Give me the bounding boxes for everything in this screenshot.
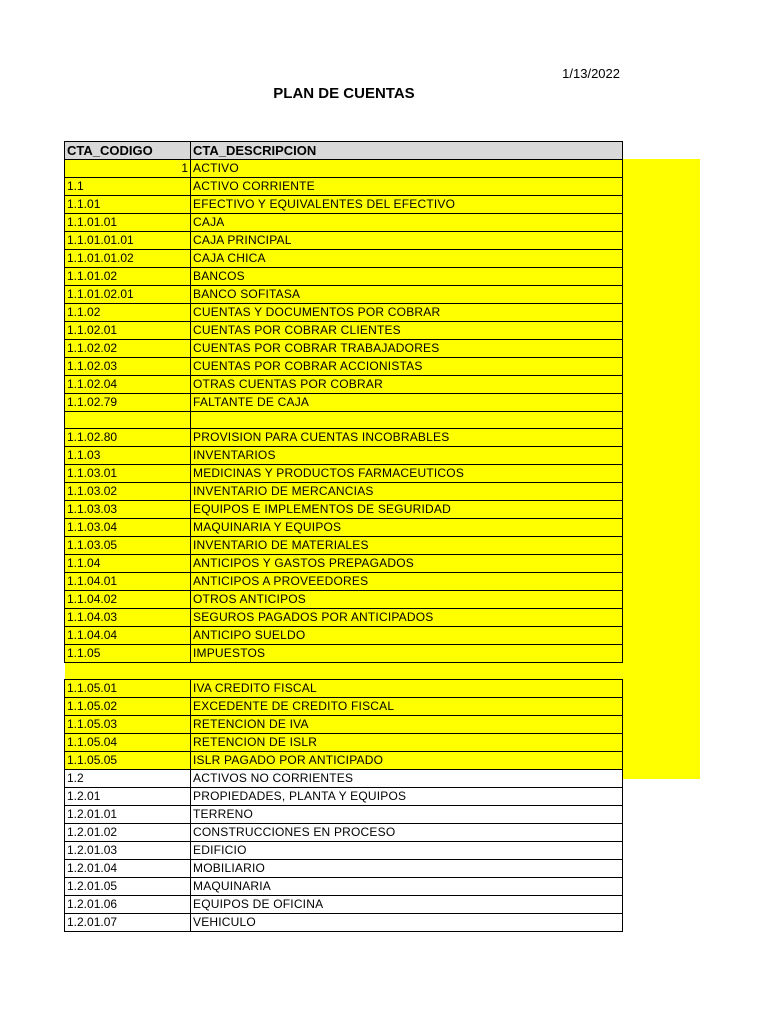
account-description-cell: IMPUESTOS (191, 645, 623, 663)
account-description-cell: IVA CREDITO FISCAL (191, 680, 623, 698)
account-description-cell: CUENTAS POR COBRAR ACCIONISTAS (191, 358, 623, 376)
table-row (65, 663, 623, 680)
account-code-cell: 1.2.01 (65, 788, 191, 806)
account-description-cell: CUENTAS POR COBRAR TRABAJADORES (191, 340, 623, 358)
table-row (65, 394, 623, 412)
account-code-cell: 1.1.05 (65, 645, 191, 663)
table-row (65, 537, 623, 555)
account-description-cell: PROVISION PARA CUENTAS INCOBRABLES (191, 429, 623, 447)
account-code-cell: 1.1.01.01.01 (65, 232, 191, 250)
table-row (65, 501, 623, 519)
account-code-cell: 1.1.02.79 (65, 394, 191, 412)
table-row (65, 465, 623, 483)
table-row (65, 178, 623, 196)
accounts-table (64, 141, 623, 932)
account-code-cell: 1.1.01.01.02 (65, 250, 191, 268)
account-description-cell: MAQUINARIA Y EQUIPOS (191, 519, 623, 537)
account-description-cell: EXCEDENTE DE CREDITO FISCAL (191, 698, 623, 716)
account-description-cell: OTRAS CUENTAS POR COBRAR (191, 376, 623, 394)
table-row (65, 591, 623, 609)
account-description-cell: EQUIPOS DE OFICINA (191, 896, 623, 914)
account-code-cell: 1.2.01.03 (65, 842, 191, 860)
table-row (65, 573, 623, 591)
account-code-cell: 1.1.03 (65, 447, 191, 465)
account-code-cell: 1.2.01.06 (65, 896, 191, 914)
account-code-cell: 1.1.02.03 (65, 358, 191, 376)
table-row (65, 519, 623, 537)
account-code-cell: 1.1.02.01 (65, 322, 191, 340)
account-description-cell: EFECTIVO Y EQUIVALENTES DEL EFECTIVO (191, 196, 623, 214)
account-description-cell: PROPIEDADES, PLANTA Y EQUIPOS (191, 788, 623, 806)
table-row (65, 698, 623, 716)
account-description-cell: ANTICIPOS Y GASTOS PREPAGADOS (191, 555, 623, 573)
account-description-cell: ANTICIPO SUELDO (191, 627, 623, 645)
account-code-cell: 1.1.03.01 (65, 465, 191, 483)
account-description-cell: FALTANTE DE CAJA (191, 394, 623, 412)
account-code-cell: 1.1.01 (65, 196, 191, 214)
account-code-cell: 1.2 (65, 770, 191, 788)
account-description-cell: CUENTAS POR COBRAR CLIENTES (191, 322, 623, 340)
table-row (65, 483, 623, 501)
document-date: 1/13/2022 (562, 66, 620, 81)
account-code-cell: 1.1.03.04 (65, 519, 191, 537)
account-description-cell: MOBILIARIO (191, 860, 623, 878)
account-code-cell: 1.1.04.01 (65, 573, 191, 591)
account-code-cell: 1.1.03.02 (65, 483, 191, 501)
account-description-cell: SEGUROS PAGADOS POR ANTICIPADOS (191, 609, 623, 627)
table-row (65, 752, 623, 770)
account-code-cell: 1.1.02 (65, 304, 191, 322)
account-code-cell: 1.1.01.02.01 (65, 286, 191, 304)
account-code-cell (65, 412, 191, 429)
table-row (65, 376, 623, 394)
account-description-cell: INVENTARIO DE MATERIALES (191, 537, 623, 555)
table-row (65, 770, 623, 788)
column-header-code: CTA_CODIGO (65, 142, 191, 160)
table-row (65, 716, 623, 734)
account-code-cell: 1.2.01.04 (65, 860, 191, 878)
page-title: PLAN DE CUENTAS (273, 85, 415, 102)
account-code-cell: 1.1.04.04 (65, 627, 191, 645)
account-code-cell: 1.1.05.03 (65, 716, 191, 734)
table-row (65, 160, 623, 178)
account-code-cell: 1.1.02.02 (65, 340, 191, 358)
table-row (65, 412, 623, 429)
account-description-cell: ACTIVO CORRIENTE (191, 178, 623, 196)
table-row (65, 734, 623, 752)
table-row (65, 196, 623, 214)
account-code-cell: 1.2.01.07 (65, 914, 191, 932)
table-row (65, 304, 623, 322)
account-description-cell: MAQUINARIA (191, 878, 623, 896)
account-description-cell: ISLR PAGADO POR ANTICIPADO (191, 752, 623, 770)
table-row (65, 806, 623, 824)
account-description-cell: RETENCION DE ISLR (191, 734, 623, 752)
account-description-cell: VEHICULO (191, 914, 623, 932)
account-code-cell: 1.2.01.02 (65, 824, 191, 842)
account-code-cell: 1.1.05.05 (65, 752, 191, 770)
table-row (65, 627, 623, 645)
table-row (65, 214, 623, 232)
table-row (65, 896, 623, 914)
account-description-cell: TERRENO (191, 806, 623, 824)
account-description-cell: EQUIPOS E IMPLEMENTOS DE SEGURIDAD (191, 501, 623, 519)
table-body (65, 160, 623, 932)
account-code-cell: 1.1.05.02 (65, 698, 191, 716)
account-code-cell: 1 (65, 160, 191, 178)
account-code-cell: 1.1.04.03 (65, 609, 191, 627)
table-row (65, 609, 623, 627)
table-row (65, 842, 623, 860)
table-row (65, 645, 623, 663)
account-description-cell: OTROS ANTICIPOS (191, 591, 623, 609)
table-row (65, 358, 623, 376)
table-row (65, 824, 623, 842)
account-code-cell: 1.1.05.04 (65, 734, 191, 752)
account-code-cell: 1.1.03.03 (65, 501, 191, 519)
account-code-cell: 1.1.01.02 (65, 268, 191, 286)
account-description-cell: INVENTARIOS (191, 447, 623, 465)
table-row (65, 788, 623, 806)
account-code-cell: 1.1 (65, 178, 191, 196)
table-row (65, 340, 623, 358)
account-code-cell: 1.1.03.05 (65, 537, 191, 555)
table-row (65, 286, 623, 304)
highlight-band (622, 159, 700, 779)
account-code-cell: 1.1.05.01 (65, 680, 191, 698)
account-description-cell: ANTICIPOS A PROVEEDORES (191, 573, 623, 591)
table-row (65, 914, 623, 932)
table-row (65, 860, 623, 878)
table-row (65, 555, 623, 573)
account-description-cell: EDIFICIO (191, 842, 623, 860)
account-code-cell: 1.1.02.80 (65, 429, 191, 447)
table-row (65, 878, 623, 896)
account-description-cell: BANCOS (191, 268, 623, 286)
table-row (65, 447, 623, 465)
account-code-cell: 1.1.02.04 (65, 376, 191, 394)
table-header-row (65, 142, 623, 160)
table-row (65, 429, 623, 447)
account-code-cell: 1.1.04.02 (65, 591, 191, 609)
table-row (65, 268, 623, 286)
table-row (65, 322, 623, 340)
account-code-cell: 1.1.04 (65, 555, 191, 573)
account-description-cell: CUENTAS Y DOCUMENTOS POR COBRAR (191, 304, 623, 322)
account-description-cell: CONSTRUCCIONES EN PROCESO (191, 824, 623, 842)
account-description-cell: INVENTARIO DE MERCANCIAS (191, 483, 623, 501)
account-description-cell: RETENCION DE IVA (191, 716, 623, 734)
table-row (65, 232, 623, 250)
column-header-description: CTA_DESCRIPCION (191, 142, 623, 160)
account-description-cell (191, 663, 623, 680)
account-code-cell (65, 663, 191, 680)
account-description-cell: CAJA CHICA (191, 250, 623, 268)
account-code-cell: 1.2.01.01 (65, 806, 191, 824)
account-code-cell: 1.1.01.01 (65, 214, 191, 232)
account-description-cell: ACTIVO (191, 160, 623, 178)
account-description-cell: MEDICINAS Y PRODUCTOS FARMACEUTICOS (191, 465, 623, 483)
account-code-cell: 1.2.01.05 (65, 878, 191, 896)
table-row (65, 680, 623, 698)
account-description-cell (191, 412, 623, 429)
account-description-cell: CAJA (191, 214, 623, 232)
account-description-cell: ACTIVOS NO CORRIENTES (191, 770, 623, 788)
account-description-cell: CAJA PRINCIPAL (191, 232, 623, 250)
account-description-cell: BANCO SOFITASA (191, 286, 623, 304)
table-row (65, 250, 623, 268)
